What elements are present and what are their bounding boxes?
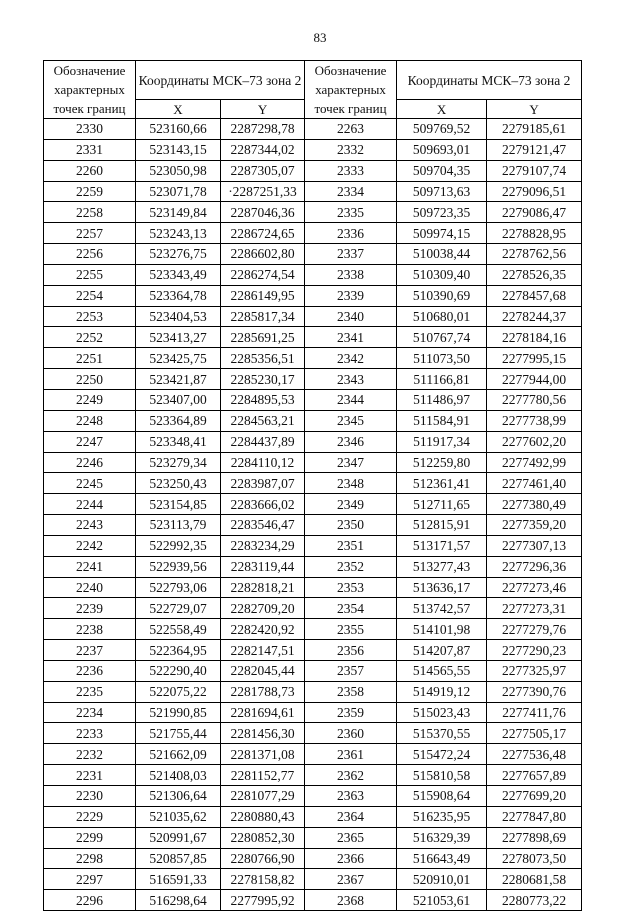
table-row bbox=[44, 535, 582, 556]
y-value-right: 2277411,76 bbox=[487, 702, 582, 723]
x-value-left: 522364,95 bbox=[136, 640, 221, 661]
y-value-left: 2278158,82 bbox=[221, 869, 305, 890]
x-value-right: 511073,50 bbox=[397, 348, 487, 369]
x-value-right: 510309,40 bbox=[397, 264, 487, 285]
x-value-left: 523425,75 bbox=[136, 348, 221, 369]
point-id-right: 2350 bbox=[305, 515, 397, 536]
y-value-right: 2277780,56 bbox=[487, 389, 582, 410]
point-id-right: 2335 bbox=[305, 202, 397, 223]
x-value-left: 520991,67 bbox=[136, 827, 221, 848]
page-number: 83 bbox=[313, 30, 327, 45]
point-id-left: 2241 bbox=[44, 556, 136, 577]
y-value-left: 2282147,51 bbox=[221, 640, 305, 661]
table-row bbox=[44, 119, 582, 140]
y-value-right: 2280681,58 bbox=[487, 869, 582, 890]
table-row bbox=[44, 181, 582, 202]
table-row bbox=[44, 410, 582, 431]
y-value-left: 2281788,73 bbox=[221, 681, 305, 702]
point-label-header-left: Обозначение характерных точек границ bbox=[44, 61, 136, 119]
point-id-right: 2359 bbox=[305, 702, 397, 723]
y-value-right: 2277602,20 bbox=[487, 431, 582, 452]
x-value-left: 521035,62 bbox=[136, 806, 221, 827]
point-id-right: 2346 bbox=[305, 431, 397, 452]
x-value-right: 511486,97 bbox=[397, 389, 487, 410]
point-id-left: 2251 bbox=[44, 348, 136, 369]
table-row bbox=[44, 848, 582, 869]
y-value-left: 2287305,07 bbox=[221, 160, 305, 181]
x-value-right: 509769,52 bbox=[397, 119, 487, 140]
point-id-left: 2229 bbox=[44, 806, 136, 827]
y-value-left: 2286274,54 bbox=[221, 264, 305, 285]
point-id-left: 2245 bbox=[44, 473, 136, 494]
x-value-right: 520910,01 bbox=[397, 869, 487, 890]
point-id-right: 2364 bbox=[305, 806, 397, 827]
table-row bbox=[44, 723, 582, 744]
x-value-left: 521755,44 bbox=[136, 723, 221, 744]
x-header-left: X bbox=[136, 100, 221, 119]
x-header-right: X bbox=[397, 100, 487, 119]
table-row bbox=[44, 348, 582, 369]
x-value-left: 523407,00 bbox=[136, 389, 221, 410]
point-id-right: 2344 bbox=[305, 389, 397, 410]
y-value-left: 2281371,08 bbox=[221, 744, 305, 765]
y-value-right: 2278526,35 bbox=[487, 264, 582, 285]
x-value-right: 512711,65 bbox=[397, 494, 487, 515]
point-id-left: 2250 bbox=[44, 369, 136, 390]
y-value-right: 2277273,31 bbox=[487, 598, 582, 619]
y-value-right: 2279086,47 bbox=[487, 202, 582, 223]
x-value-left: 523160,66 bbox=[136, 119, 221, 140]
point-id-right: 2363 bbox=[305, 786, 397, 807]
table-row bbox=[44, 160, 582, 181]
y-value-left: 2286724,65 bbox=[221, 223, 305, 244]
y-value-right: 2277657,89 bbox=[487, 765, 582, 786]
y-value-left: 2284437,89 bbox=[221, 431, 305, 452]
point-id-right: 2340 bbox=[305, 306, 397, 327]
point-id-left: 2244 bbox=[44, 494, 136, 515]
point-id-left: 2254 bbox=[44, 285, 136, 306]
x-value-left: 523343,49 bbox=[136, 264, 221, 285]
point-id-left: 2299 bbox=[44, 827, 136, 848]
coords-group-header-right: Координаты МСК–73 зона 2 bbox=[397, 61, 582, 100]
x-value-left: 522939,56 bbox=[136, 556, 221, 577]
table-row bbox=[44, 139, 582, 160]
x-value-right: 510390,69 bbox=[397, 285, 487, 306]
x-value-left: 523149,84 bbox=[136, 202, 221, 223]
y-value-right: 2278762,56 bbox=[487, 244, 582, 265]
y-value-left: 2284563,21 bbox=[221, 410, 305, 431]
y-value-left: 2285691,25 bbox=[221, 327, 305, 348]
y-header-left: Y bbox=[221, 100, 305, 119]
point-id-left: 2258 bbox=[44, 202, 136, 223]
y-value-left: 2282709,20 bbox=[221, 598, 305, 619]
point-id-right: 2333 bbox=[305, 160, 397, 181]
point-id-left: 2259 bbox=[44, 181, 136, 202]
y-value-left: 2283666,02 bbox=[221, 494, 305, 515]
point-id-left: 2242 bbox=[44, 535, 136, 556]
x-value-left: 522558,49 bbox=[136, 619, 221, 640]
x-value-left: 523113,79 bbox=[136, 515, 221, 536]
y-value-left: 2284895,53 bbox=[221, 389, 305, 410]
table-row bbox=[44, 806, 582, 827]
point-label-header-right: Обозначение характерных точек границ bbox=[305, 61, 397, 119]
x-value-right: 512259,80 bbox=[397, 452, 487, 473]
x-value-left: 516298,64 bbox=[136, 890, 221, 911]
x-value-right: 515472,24 bbox=[397, 744, 487, 765]
point-id-left: 2239 bbox=[44, 598, 136, 619]
point-id-right: 2362 bbox=[305, 765, 397, 786]
y-value-left: 2281152,77 bbox=[221, 765, 305, 786]
point-id-left: 2240 bbox=[44, 577, 136, 598]
point-id-left: 2298 bbox=[44, 848, 136, 869]
x-value-right: 514207,87 bbox=[397, 640, 487, 661]
table-row bbox=[44, 244, 582, 265]
y-value-left: 2283119,44 bbox=[221, 556, 305, 577]
y-value-left: 2284110,12 bbox=[221, 452, 305, 473]
point-id-right: 2341 bbox=[305, 327, 397, 348]
y-value-left: 2283987,07 bbox=[221, 473, 305, 494]
point-id-right: 2263 bbox=[305, 119, 397, 140]
point-id-left: 2237 bbox=[44, 640, 136, 661]
x-value-left: 520857,85 bbox=[136, 848, 221, 869]
y-value-right: 2279185,61 bbox=[487, 119, 582, 140]
x-value-left: 523413,27 bbox=[136, 327, 221, 348]
point-id-left: 2246 bbox=[44, 452, 136, 473]
x-value-left: 523364,78 bbox=[136, 285, 221, 306]
x-value-left: 521408,03 bbox=[136, 765, 221, 786]
x-value-right: 515908,64 bbox=[397, 786, 487, 807]
point-id-left: 2257 bbox=[44, 223, 136, 244]
x-value-right: 509723,35 bbox=[397, 202, 487, 223]
table-row bbox=[44, 202, 582, 223]
y-value-right: 2277359,20 bbox=[487, 515, 582, 536]
table-row bbox=[44, 369, 582, 390]
point-id-left: 2252 bbox=[44, 327, 136, 348]
table-row bbox=[44, 285, 582, 306]
y-value-left: 2285230,17 bbox=[221, 369, 305, 390]
point-id-right: 2354 bbox=[305, 598, 397, 619]
x-value-right: 513171,57 bbox=[397, 535, 487, 556]
point-id-left: 2236 bbox=[44, 660, 136, 681]
table-row bbox=[44, 473, 582, 494]
y-value-left: 2281456,30 bbox=[221, 723, 305, 744]
x-value-right: 515370,55 bbox=[397, 723, 487, 744]
x-value-right: 511917,34 bbox=[397, 431, 487, 452]
x-value-left: 523404,53 bbox=[136, 306, 221, 327]
x-value-right: 515023,43 bbox=[397, 702, 487, 723]
table-row bbox=[44, 264, 582, 285]
table-row bbox=[44, 702, 582, 723]
y-value-right: 2277307,13 bbox=[487, 535, 582, 556]
point-id-right: 2349 bbox=[305, 494, 397, 515]
table-row bbox=[44, 431, 582, 452]
point-id-left: 2230 bbox=[44, 786, 136, 807]
x-value-right: 516643,49 bbox=[397, 848, 487, 869]
point-id-right: 2353 bbox=[305, 577, 397, 598]
x-value-left: 516591,33 bbox=[136, 869, 221, 890]
y-value-left: 2286602,80 bbox=[221, 244, 305, 265]
x-value-left: 523050,98 bbox=[136, 160, 221, 181]
point-id-right: 2365 bbox=[305, 827, 397, 848]
x-value-right: 514101,98 bbox=[397, 619, 487, 640]
y-value-right: 2278073,50 bbox=[487, 848, 582, 869]
table-row bbox=[44, 869, 582, 890]
x-value-left: 522729,07 bbox=[136, 598, 221, 619]
y-value-left: 2285356,51 bbox=[221, 348, 305, 369]
y-value-left: 2283234,29 bbox=[221, 535, 305, 556]
x-value-right: 510038,44 bbox=[397, 244, 487, 265]
y-value-right: 2277290,23 bbox=[487, 640, 582, 661]
y-value-left: 2282420,92 bbox=[221, 619, 305, 640]
x-value-left: 522992,35 bbox=[136, 535, 221, 556]
x-value-right: 513742,57 bbox=[397, 598, 487, 619]
y-value-right: 2277738,99 bbox=[487, 410, 582, 431]
y-value-right: 2278828,95 bbox=[487, 223, 582, 244]
point-id-right: 2352 bbox=[305, 556, 397, 577]
x-value-right: 514919,12 bbox=[397, 681, 487, 702]
y-value-right: 2277898,69 bbox=[487, 827, 582, 848]
y-value-right: 2277279,76 bbox=[487, 619, 582, 640]
point-id-left: 2256 bbox=[44, 244, 136, 265]
y-value-right: 2277461,40 bbox=[487, 473, 582, 494]
y-value-right: 2277505,17 bbox=[487, 723, 582, 744]
y-value-right: 2277296,36 bbox=[487, 556, 582, 577]
y-value-left: 2281077,29 bbox=[221, 786, 305, 807]
x-value-left: 523364,89 bbox=[136, 410, 221, 431]
y-value-right: 2279107,74 bbox=[487, 160, 582, 181]
y-value-right: 2277847,80 bbox=[487, 806, 582, 827]
x-value-left: 523243,13 bbox=[136, 223, 221, 244]
point-id-right: 2336 bbox=[305, 223, 397, 244]
table-row bbox=[44, 660, 582, 681]
point-id-left: 2253 bbox=[44, 306, 136, 327]
x-value-right: 511166,81 bbox=[397, 369, 487, 390]
point-id-left: 2297 bbox=[44, 869, 136, 890]
point-id-right: 2356 bbox=[305, 640, 397, 661]
table-row bbox=[44, 786, 582, 807]
x-value-right: 516329,39 bbox=[397, 827, 487, 848]
table-row bbox=[44, 619, 582, 640]
point-id-right: 2348 bbox=[305, 473, 397, 494]
y-value-right: 2277273,46 bbox=[487, 577, 582, 598]
point-id-right: 2334 bbox=[305, 181, 397, 202]
point-id-right: 2339 bbox=[305, 285, 397, 306]
x-value-left: 523250,43 bbox=[136, 473, 221, 494]
point-id-left: 2296 bbox=[44, 890, 136, 911]
x-value-left: 523421,87 bbox=[136, 369, 221, 390]
x-value-right: 510680,01 bbox=[397, 306, 487, 327]
point-id-left: 2255 bbox=[44, 264, 136, 285]
y-value-right: 2278184,16 bbox=[487, 327, 582, 348]
point-id-right: 2345 bbox=[305, 410, 397, 431]
point-id-right: 2367 bbox=[305, 869, 397, 890]
table-row bbox=[44, 827, 582, 848]
point-id-left: 2330 bbox=[44, 119, 136, 140]
x-value-left: 523143,15 bbox=[136, 139, 221, 160]
x-value-right: 512815,91 bbox=[397, 515, 487, 536]
x-value-left: 522075,22 bbox=[136, 681, 221, 702]
point-id-right: 2368 bbox=[305, 890, 397, 911]
y-value-left: 2285817,34 bbox=[221, 306, 305, 327]
x-value-right: 516235,95 bbox=[397, 806, 487, 827]
point-id-left: 2233 bbox=[44, 723, 136, 744]
x-value-right: 512361,41 bbox=[397, 473, 487, 494]
y-value-left: 2287344,02 bbox=[221, 139, 305, 160]
x-value-right: 515810,58 bbox=[397, 765, 487, 786]
x-value-left: 522793,06 bbox=[136, 577, 221, 598]
point-id-right: 2338 bbox=[305, 264, 397, 285]
x-value-right: 509974,15 bbox=[397, 223, 487, 244]
y-value-left: 2277995,92 bbox=[221, 890, 305, 911]
x-value-left: 521306,64 bbox=[136, 786, 221, 807]
y-value-right: 2277380,49 bbox=[487, 494, 582, 515]
point-id-right: 2357 bbox=[305, 660, 397, 681]
point-id-right: 2358 bbox=[305, 681, 397, 702]
y-value-left: 2281694,61 bbox=[221, 702, 305, 723]
point-id-right: 2332 bbox=[305, 139, 397, 160]
table-row bbox=[44, 306, 582, 327]
x-value-right: 509713,63 bbox=[397, 181, 487, 202]
point-id-left: 2243 bbox=[44, 515, 136, 536]
table-row bbox=[44, 556, 582, 577]
y-value-right: 2277492,99 bbox=[487, 452, 582, 473]
x-value-right: 513636,17 bbox=[397, 577, 487, 598]
y-value-right: 2277699,20 bbox=[487, 786, 582, 807]
point-id-left: 2235 bbox=[44, 681, 136, 702]
y-value-left: 2287046,36 bbox=[221, 202, 305, 223]
point-id-right: 2361 bbox=[305, 744, 397, 765]
y-value-left: 2280766,90 bbox=[221, 848, 305, 869]
table-row bbox=[44, 681, 582, 702]
table-row bbox=[44, 744, 582, 765]
coordinates-table bbox=[43, 60, 582, 911]
table-row bbox=[44, 765, 582, 786]
table-row bbox=[44, 327, 582, 348]
point-id-left: 2247 bbox=[44, 431, 136, 452]
y-value-left: 2280880,43 bbox=[221, 806, 305, 827]
x-value-left: 523071,78 bbox=[136, 181, 221, 202]
point-id-left: 2231 bbox=[44, 765, 136, 786]
x-value-left: 523279,34 bbox=[136, 452, 221, 473]
table-body bbox=[44, 119, 582, 911]
y-value-right: 2277995,15 bbox=[487, 348, 582, 369]
point-id-left: 2248 bbox=[44, 410, 136, 431]
y-value-right: 2277536,48 bbox=[487, 744, 582, 765]
x-value-right: 513277,43 bbox=[397, 556, 487, 577]
point-id-right: 2360 bbox=[305, 723, 397, 744]
table-row bbox=[44, 640, 582, 661]
x-value-left: 523154,85 bbox=[136, 494, 221, 515]
x-value-right: 521053,61 bbox=[397, 890, 487, 911]
coords-group-header-left: Координаты МСК–73 зона 2 bbox=[136, 61, 305, 100]
y-value-right: 2279096,51 bbox=[487, 181, 582, 202]
point-id-left: 2260 bbox=[44, 160, 136, 181]
point-id-left: 2331 bbox=[44, 139, 136, 160]
table-row bbox=[44, 389, 582, 410]
table-row bbox=[44, 223, 582, 244]
y-value-left: 2286149,95 bbox=[221, 285, 305, 306]
point-id-right: 2366 bbox=[305, 848, 397, 869]
point-id-right: 2347 bbox=[305, 452, 397, 473]
table-row bbox=[44, 890, 582, 911]
y-header-right: Y bbox=[487, 100, 582, 119]
table-row bbox=[44, 598, 582, 619]
point-id-right: 2337 bbox=[305, 244, 397, 265]
y-value-left: 2287298,78 bbox=[221, 119, 305, 140]
y-value-left: 2283546,47 bbox=[221, 515, 305, 536]
point-id-right: 2355 bbox=[305, 619, 397, 640]
x-value-right: 509704,35 bbox=[397, 160, 487, 181]
table-header bbox=[44, 61, 582, 119]
x-value-left: 523276,75 bbox=[136, 244, 221, 265]
y-value-left: 2282045,44 bbox=[221, 660, 305, 681]
y-value-right: 2280773,22 bbox=[487, 890, 582, 911]
point-id-left: 2238 bbox=[44, 619, 136, 640]
y-value-right: 2277944,00 bbox=[487, 369, 582, 390]
x-value-right: 514565,55 bbox=[397, 660, 487, 681]
y-value-left: 2280852,30 bbox=[221, 827, 305, 848]
y-value-right: 2278457,68 bbox=[487, 285, 582, 306]
y-value-right: 2277325,97 bbox=[487, 660, 582, 681]
x-value-right: 509693,01 bbox=[397, 139, 487, 160]
point-id-left: 2232 bbox=[44, 744, 136, 765]
table-row bbox=[44, 515, 582, 536]
y-value-left: 2282818,21 bbox=[221, 577, 305, 598]
point-id-left: 2249 bbox=[44, 389, 136, 410]
x-value-left: 522290,40 bbox=[136, 660, 221, 681]
table-row bbox=[44, 494, 582, 515]
point-id-left: 2234 bbox=[44, 702, 136, 723]
x-value-right: 511584,91 bbox=[397, 410, 487, 431]
x-value-left: 521662,09 bbox=[136, 744, 221, 765]
table-row bbox=[44, 577, 582, 598]
point-id-right: 2342 bbox=[305, 348, 397, 369]
y-value-left: ·2287251,33 bbox=[221, 181, 305, 202]
y-value-right: 2277390,76 bbox=[487, 681, 582, 702]
x-value-left: 523348,41 bbox=[136, 431, 221, 452]
point-id-right: 2343 bbox=[305, 369, 397, 390]
point-id-right: 2351 bbox=[305, 535, 397, 556]
x-value-right: 510767,74 bbox=[397, 327, 487, 348]
y-value-right: 2278244,37 bbox=[487, 306, 582, 327]
y-value-right: 2279121,47 bbox=[487, 139, 582, 160]
table-row bbox=[44, 452, 582, 473]
x-value-left: 521990,85 bbox=[136, 702, 221, 723]
